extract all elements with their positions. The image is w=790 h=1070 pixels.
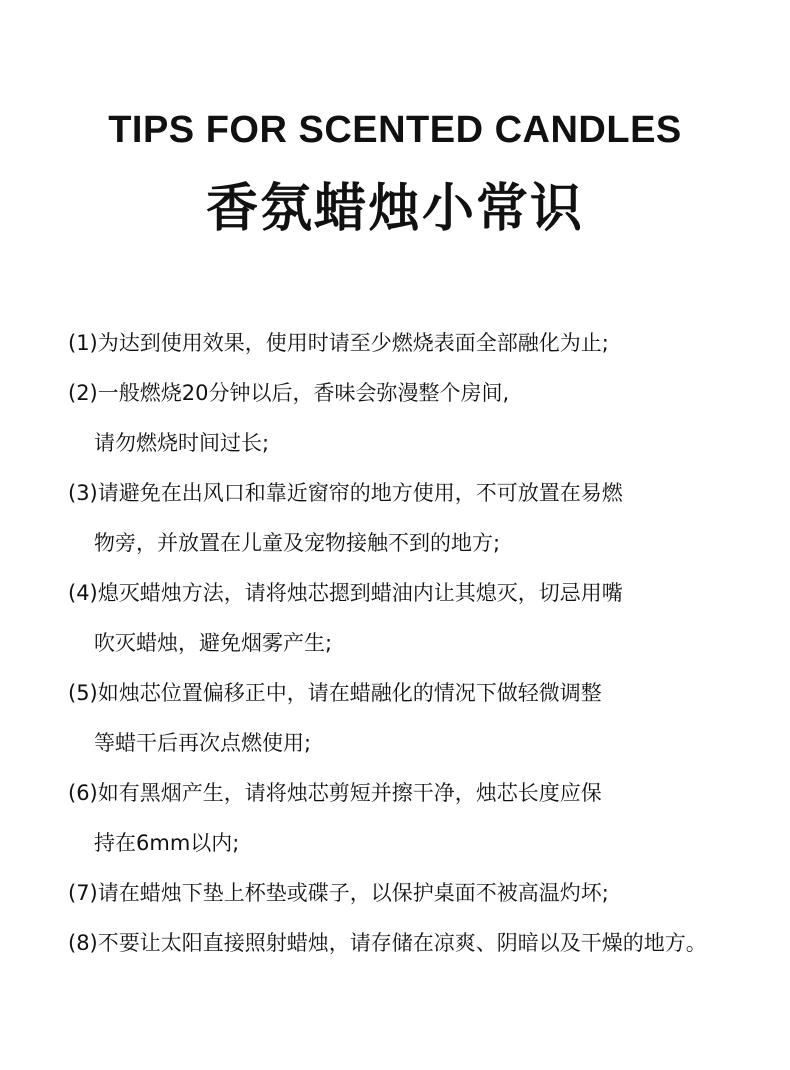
tip-3-line-2: 物旁，并放置在儿童及宠物接触不到的地方; xyxy=(94,531,501,555)
tip-8-line-1: (8)不要让太阳直接照射蜡烛，请存储在凉爽、阴暗以及干燥的地方。 xyxy=(68,931,707,955)
tip-6-line-2: 持在6mm以内; xyxy=(94,831,240,855)
tip-5-line-2: 等蜡干后再次点燃使用; xyxy=(94,731,312,755)
tip-6-line-1: (6)如有黑烟产生，请将烛芯剪短并擦干净，烛芯长度应保 xyxy=(68,781,602,805)
title-chinese: 香氛蜡烛小常识 xyxy=(205,179,584,239)
tip-2-line-1: (2)一般燃烧20分钟以后，香味会弥漫整个房间, xyxy=(68,381,510,405)
tip-2-line-2: 请勿燃烧时间过长; xyxy=(94,431,270,455)
tip-3-line-1: (3)请避免在出风口和靠近窗帘的地方使用，不可放置在易燃 xyxy=(68,481,623,505)
tip-1-line-1: (1)为达到使用效果，使用时请至少燃烧表面全部融化为止; xyxy=(68,331,609,355)
tip-4-line-2: 吹灭蜡烛，避免烟雾产生; xyxy=(94,631,333,655)
tip-5-line-1: (5)如烛芯位置偏移正中，请在蜡融化的情况下做轻微调整 xyxy=(68,681,602,705)
tip-7-line-1: (7)请在蜡烛下垫上杯垫或碟子，以保护桌面不被高温灼坏; xyxy=(68,881,609,905)
tip-4-line-1: (4)熄灭蜡烛方法，请将烛芯摁到蜡油内让其熄灭，切忌用嘴 xyxy=(68,581,623,605)
title-english: TIPS FOR SCENTED CANDLES xyxy=(108,109,682,151)
